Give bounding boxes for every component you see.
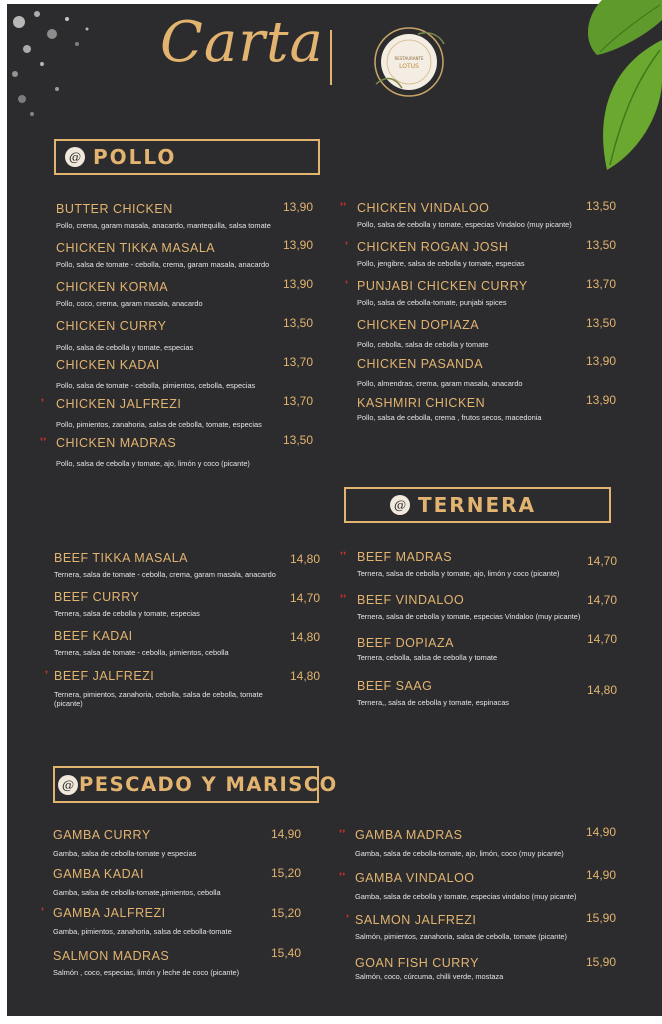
item-name: CHICKEN KADAI — [56, 358, 160, 372]
item-name: BEEF CURRY — [54, 590, 140, 604]
menu-item — [357, 636, 582, 662]
item-name: BEEF TIKKA MASALA — [54, 551, 189, 565]
item-name: CHICKEN PASANDA — [357, 357, 484, 371]
item-description: Gamba, salsa de cebolla-tomate,pimientos, cebolla — [53, 888, 221, 897]
item-description: Ternera, salsa de tomate - cebolla, pimientos, cebolla — [54, 648, 229, 657]
item-price: 13,90 — [283, 277, 314, 291]
menu-item — [56, 397, 276, 429]
menu-item — [54, 669, 282, 708]
item-price: 14,70 — [290, 591, 321, 605]
menu-item — [355, 871, 580, 901]
item-price: 14,90 — [271, 827, 302, 841]
menu-title: Carta — [160, 10, 324, 75]
chili-icon: ❜ — [346, 914, 350, 925]
item-description: Pollo, salsa de cebolla-tomate, punjabi spices — [357, 298, 507, 307]
item-description: Salmón, coco, cúrcuma, chilli verde, mostaza — [355, 972, 504, 981]
item-price: 14,80 — [587, 683, 618, 697]
section-header-ternera — [344, 487, 611, 523]
item-price: 14,80 — [290, 552, 321, 566]
item-name: BUTTER CHICKEN — [56, 202, 173, 216]
item-name: BEEF VINDALOO — [357, 593, 465, 607]
item-description: Pollo, salsa de cebolla y tomate, ajo, limón y coco (picante) — [56, 459, 250, 468]
menu-item — [56, 280, 276, 308]
item-description: Gamba, pimientos, zanahoria, salsa de cebolla-tomate — [53, 927, 232, 936]
item-name: BEEF SAAG — [357, 679, 433, 693]
item-description: Ternera, salsa de tomate - cebolla, crema, garam masala, anacardo — [54, 570, 276, 579]
item-name: CHICKEN TIKKA MASALA — [56, 241, 216, 255]
menu-item — [53, 867, 268, 897]
item-name: CHICKEN JALFREZI — [56, 397, 182, 411]
menu-item — [56, 319, 276, 352]
item-price: 13,70 — [283, 394, 314, 408]
item-description: Pollo, pimientos, zanahoria, salsa de cebolla, tomate, especias — [56, 420, 262, 429]
item-description: Pollo, salsa de tomate - cebolla, crema, garam masala, anacardo — [56, 260, 270, 269]
chili-icon: ❜ — [345, 280, 349, 291]
menu-item — [56, 202, 276, 230]
item-price: 13,50 — [283, 433, 314, 447]
item-name: CHICKEN MADRAS — [56, 436, 177, 450]
menu-item — [357, 679, 582, 707]
item-price: 13,70 — [283, 355, 314, 369]
menu-item — [53, 828, 268, 858]
chili-icon: ❜ — [41, 398, 45, 409]
item-name: GAMBA VINDALOO — [355, 871, 475, 885]
item-description: Gamba, salsa de cebolla-tomate y especias — [53, 849, 197, 858]
chili-icon: ❜❜ — [340, 202, 347, 213]
item-description: Ternera, salsa de cebolla y tomate, ajo, limón y coco (picante) — [357, 569, 560, 578]
item-description: Pollo, salsa de cebolla y tomate, especias — [56, 343, 194, 352]
menu-item — [357, 550, 582, 578]
item-name: CHICKEN KORMA — [56, 280, 169, 294]
item-price: 15,90 — [586, 955, 617, 969]
item-description: Ternera, cebolla, salsa de cebolla y tomate — [357, 653, 498, 662]
item-description: Pollo, salsa de tomate - cebolla, pimientos, cebolla, especias — [56, 381, 256, 390]
item-description: Pollo, salsa de cebolla y tomate, especias Vindaloo (muy picante) — [357, 220, 572, 229]
item-description: Pollo, almendras, crema, garam masala, anacardo — [357, 379, 523, 388]
menu-item — [355, 913, 580, 941]
item-price: 13,90 — [283, 238, 314, 252]
item-name: GOAN FISH CURRY — [355, 956, 479, 970]
item-description: Pollo, cebolla, salsa de cebolla y tomate — [357, 340, 489, 349]
menu-item — [357, 593, 582, 621]
item-description: Salmón, pimientos, zanahoria, salsa de cebolla, tomate (picante) — [355, 932, 567, 941]
item-price: 14,90 — [586, 825, 617, 839]
section-badge-icon: @ — [58, 775, 78, 795]
item-price: 13,90 — [283, 200, 314, 214]
item-price: 14,70 — [587, 554, 618, 568]
menu-item — [53, 906, 268, 936]
item-name: KASHMIRI CHICKEN — [357, 396, 486, 410]
item-description: Gamba, salsa de cebolla-tomate, ajo, limón, coco (muy picante) — [355, 849, 564, 858]
section-title: PESCADO Y MARISCO — [79, 773, 338, 796]
item-price: 15,20 — [271, 866, 302, 880]
menu-item — [54, 551, 282, 579]
chili-icon: ❜ — [45, 670, 49, 681]
chili-icon: ❜ — [345, 241, 349, 252]
item-price: 13,70 — [586, 277, 617, 291]
restaurant-logo — [368, 24, 450, 100]
section-badge-icon: @ — [65, 147, 85, 167]
item-name: BEEF JALFREZI — [54, 669, 155, 683]
item-name: CHICKEN ROGAN JOSH — [357, 240, 509, 254]
item-price: 14,80 — [290, 630, 321, 644]
section-badge-icon: @ — [390, 495, 410, 515]
menu-item — [56, 436, 276, 468]
chili-icon: ❜❜ — [40, 437, 47, 448]
menu-item — [357, 318, 582, 349]
item-description: Salmón , coco, especias, limón y leche de coco (picante) — [53, 968, 240, 977]
item-description: Pollo, crema, garam masala, anacardo, mantequilla, salsa tomate — [56, 221, 271, 230]
item-price: 13,90 — [586, 354, 617, 368]
menu-item — [357, 357, 582, 388]
menu-item — [357, 396, 582, 422]
chili-icon: ❜❜ — [340, 594, 347, 605]
item-name: SALMON MADRAS — [53, 949, 170, 963]
item-name: GAMBA CURRY — [53, 828, 151, 842]
chili-icon: ❜❜ — [339, 829, 346, 840]
item-description: Ternera, salsa de cebolla y tomate, especias — [54, 609, 200, 618]
menu-item — [355, 956, 580, 981]
item-price: 15,20 — [271, 906, 302, 920]
section-header-pescado — [53, 766, 338, 803]
menu-item — [53, 949, 268, 977]
menu-item — [357, 279, 582, 307]
item-description: Pollo, coco, crema, garam masala, anacardo — [56, 299, 203, 308]
menu-item — [54, 629, 282, 657]
menu-item — [357, 240, 582, 268]
item-name: CHICKEN VINDALOO — [357, 201, 490, 215]
item-price: 14,90 — [586, 868, 617, 882]
item-name: SALMON JALFREZI — [355, 913, 477, 927]
item-description: Gamba, salsa de cebolla y tomate, especias vindaloo (muy picante) — [355, 892, 577, 901]
svg-text:RESTAURANTE: RESTAURANTE — [394, 56, 424, 61]
item-name: BEEF MADRAS — [357, 550, 453, 564]
item-name: GAMBA MADRAS — [355, 828, 463, 842]
item-description: Ternera,, salsa de cebolla y tomate, espinacas — [357, 698, 510, 707]
menu-item — [56, 358, 276, 390]
item-description: Pollo, salsa de cebolla, crema , frutos secos, macedonia — [357, 413, 542, 422]
item-price: 13,50 — [586, 238, 617, 252]
item-price: 13,50 — [283, 316, 314, 330]
item-description: Ternera, salsa de cebolla y tomate, especias Vindaloo (muy picante) — [357, 612, 581, 621]
svg-text:LOTUS: LOTUS — [399, 63, 419, 70]
item-name: GAMBA JALFREZI — [53, 906, 166, 920]
paint-splatter-decoration — [7, 4, 97, 124]
item-price: 13,50 — [586, 199, 617, 213]
title-divider — [330, 30, 332, 85]
section-title: POLLO — [93, 145, 177, 169]
menu-item — [54, 590, 282, 618]
menu-item — [56, 241, 276, 269]
item-description: Ternera, pimientos, zanahoria, cebolla, salsa de cebolla, tomate (picante) — [54, 690, 263, 708]
item-price: 13,90 — [586, 393, 617, 407]
menu-item — [355, 828, 580, 858]
item-price: 15,90 — [586, 911, 617, 925]
item-price: 13,50 — [586, 316, 617, 330]
menu-item — [357, 201, 582, 229]
chili-icon: ❜❜ — [339, 872, 346, 883]
item-name: BEEF DOPIAZA — [357, 636, 454, 650]
item-price: 14,70 — [587, 632, 618, 646]
item-name: GAMBA KADAI — [53, 867, 144, 881]
item-name: PUNJABI CHICKEN CURRY — [357, 279, 528, 293]
item-name: CHICKEN DOPIAZA — [357, 318, 480, 332]
item-price: 14,80 — [290, 669, 321, 683]
item-price: 15,40 — [271, 946, 302, 960]
chili-icon: ❜❜ — [340, 551, 347, 562]
chili-icon: ❜ — [41, 907, 45, 918]
item-name: BEEF KADAI — [54, 629, 133, 643]
leaf-decoration — [542, 0, 662, 180]
item-price: 14,70 — [587, 593, 618, 607]
item-name: CHICKEN CURRY — [56, 319, 167, 333]
section-title: TERNERA — [418, 493, 536, 517]
item-description: Pollo, jengibre, salsa de cebolla y tomate, especias — [357, 259, 525, 268]
section-header-pollo — [54, 139, 320, 175]
